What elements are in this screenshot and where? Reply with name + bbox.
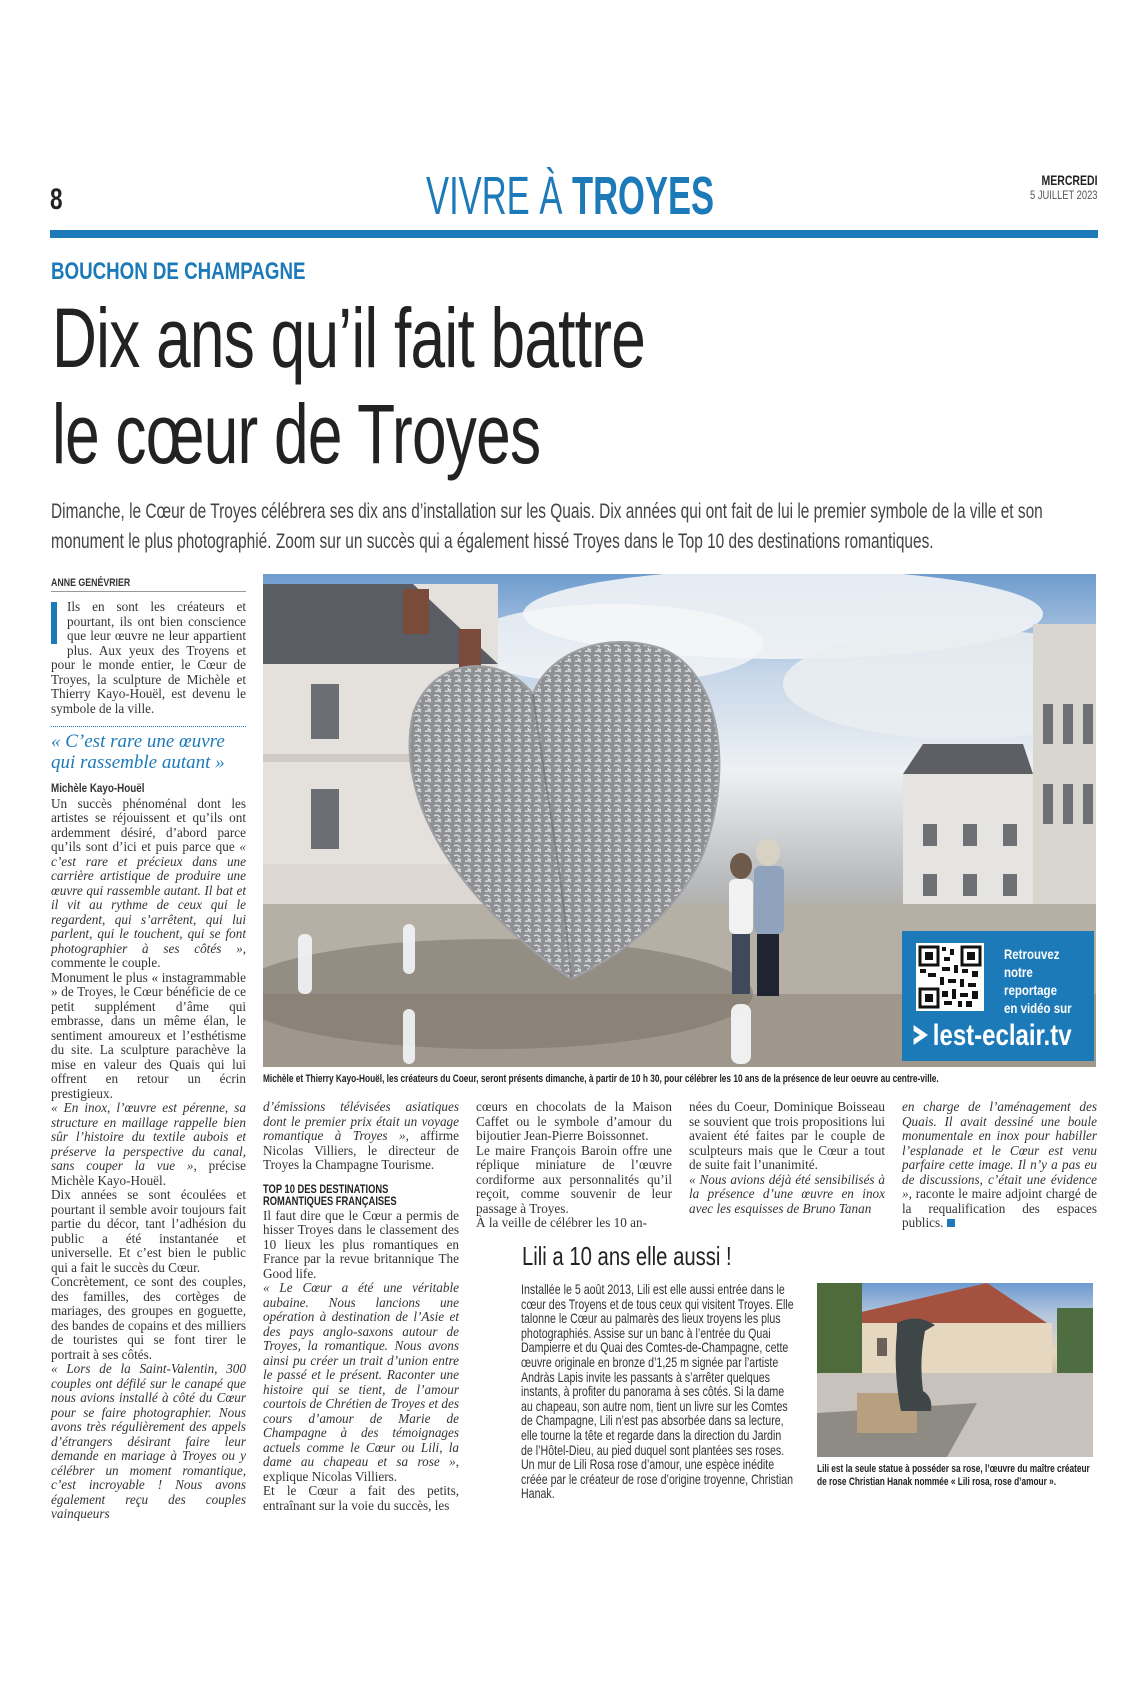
body-paragraph: Concrètement, ce sont des couples, des familles, des cortèges de mariages, des groupes en goguette, des bandes de copains et des milliers de touristes qui se font tirer le portrait à ses côtés.	[51, 1274, 246, 1362]
body-paragraph: d’émissions télévisées asiatiques dont le premier prix était un voyage romantique à Troyes », affirme Nicolas Villiers, le directeur de Troyes la Champagne Tourisme.	[263, 1099, 459, 1172]
pullquote-author: Michèle Kayo-Houël	[51, 781, 145, 795]
promo-text: Retrouvez notre reportage en vidéo sur	[1004, 946, 1072, 1016]
body-paragraph: cœurs en chocolats de la Maison Caffet ou le symbole d’amour du bijoutier Jean-Pierre Boissonnet.	[476, 1099, 672, 1143]
kicker: BOUCHON DE CHAMPAGNE	[51, 258, 306, 285]
section-rubric	[310, 165, 830, 225]
body-paragraph: Monument le plus « instagrammable » de Troyes, le Cœur bénéficie de ce petit supplément d’âme qui embrasse, dans un même élan, le sentiment amoureux et l’esthétisme du site. La sculpture parachève la mise en valeur des Quais qui lui offrent en retour un écrin prestigieux.	[51, 969, 246, 1101]
pullquote: « C’est rare une œuvre qui rassemble autant »	[51, 731, 225, 773]
dropcap-bar	[51, 602, 57, 644]
body-paragraph: « Nous avions déjà été sensibilisés à la présence d’une œuvre en inox avec les esquisses de Bruno Tanan	[689, 1171, 885, 1216]
body-paragraph: nées du Coeur, Dominique Boisseau se souvient que trois propositions lui avaient été faites par le couple de sculpteurs mais que le Cœur a tout de suite fait l’unanimité.	[689, 1099, 885, 1172]
body-paragraph: « Lors de la Saint-Valentin, 300 couples ont défilé sur le canapé que nous avions installé à côté du Cœur pour se faire photographier. Nous avons très régulièrement des appels d’étrangers désirant faire leur demande en mariage à Troyes ou y célébrer un moment romantique, c’est incroyable ! Nous avons également reçu des couples vainqueurs	[51, 1361, 246, 1521]
body-paragraph: en charge de l’aménagement des Quais. Il avait dessiné une boule monumentale en inox pour habiller l’esplanade et le Cœur est venu parfaire cette image. Il n’y a pas eu de discussions, c’était une évidence », raconte le maire adjoint chargé de la requalification des espaces publics.	[902, 1099, 1097, 1230]
video-promo-box[interactable]	[902, 931, 1094, 1061]
intro-paragraph: Ils en sont les créateurs et pourtant, ils ont bien conscience que leur œuvre ne leur appartient plus. Aux yeux des Troyens et pour le monde entier, le Cœur de Troyes, la sculpture de Michèle et Thierry Kayo-Houël, est devenu le symbole de la ville.	[51, 599, 246, 716]
headline-line-1: Dix ans qu’il fait battre	[52, 291, 646, 385]
article-column-4	[689, 1100, 885, 1216]
headline	[52, 290, 792, 482]
rubric-bold: TROYES	[571, 166, 715, 226]
body-paragraph: À la veille de célébrer les 10 an-	[476, 1215, 647, 1230]
sidebar-body: Installée le 5 août 2013, Lili est elle aussi entrée dans le cœur des Troyens et de tous ceux qui visitent Troyes. Elle talonne le Cœur au palmarès des lieux troyens les plus photographiés. Assise sur un banc à l’entrée du Quai Dampierre et du Quai des Comtes-de-Champagne, cette œuvre originale en bronze d’1,25 m signée par l’artiste Andràs Lapis invite les passants à s’arrêter quelques instants, à profiter du panorama à ses côtés. Si la dame au chapeau, son autre nom, tient un livre sur les Comtes de Champagne, Lili n’est pas absorbée dans sa lecture, elle tourne la tête et regarde dans la direction du Jardin de l’Hôtel-Dieu, au pied duquel sont plantées ses roses. Un mur de Lili Rosa rose d’amour, une espèce inédite créée par le créateur de rose d’origine troyenne, Christian Hanak.	[521, 1281, 794, 1502]
article-column-5	[902, 1100, 1097, 1231]
lede: Dimanche, le Cœur de Troyes célébrera ses dix ans d’installation sur les Quais. Dix années qui ont fait de lui le premier symbole de la ville et son monument le plus photographié. Zoom sur un succès qui a également hissé Troyes dans le Top 10 des destinations romantiques.	[51, 500, 1043, 553]
article-column-2	[263, 1100, 459, 1513]
header-rule	[50, 230, 1098, 238]
subheading: TOP 10 DES DESTINATIONS ROMANTIQUES FRANÇAISES	[263, 1181, 397, 1208]
body-paragraph: Et le Cœur a fait des petits, entraînant sur la voie du succès, les	[263, 1483, 459, 1513]
headline-line-2: le cœur de Troyes	[52, 387, 541, 481]
end-of-article-mark	[947, 1219, 955, 1227]
page-number: 8	[50, 183, 63, 216]
main-photo-caption: Michèle et Thierry Kayo-Houël, les créateurs du Coeur, seront présents dimanche, à partir de 10 h 30, pour célébrer les 10 ans de la présence de leur oeuvre au centre-ville.	[263, 1073, 939, 1085]
body-paragraph: Le maire François Baroin offre une réplique miniature de l’œuvre cordiforme aux personnalités qu’il reçoit, comme souvenir de leur passage à Troyes.	[476, 1142, 672, 1216]
qr-code-icon[interactable]	[916, 943, 984, 1011]
sidebar-title: Lili a 10 ans elle aussi !	[522, 1241, 732, 1271]
pullquote-rule	[51, 726, 246, 727]
lili-statue-photo	[817, 1283, 1093, 1457]
body-paragraph: Dix années se sont écoulées et pourtant il semble avoir toujours fait partie du décor, tant l’adhésion du public a été instantanée et universelle. Et c’est bien le public qui a fait le succès du Cœur.	[51, 1187, 246, 1275]
issue-weekday: MERCREDI	[1041, 172, 1098, 188]
body-paragraph: Il faut dire que le Cœur a permis de hisser Troyes dans le classement des 10 lieux les plus romantiques en France par la revue britannique The Good life.	[263, 1207, 459, 1281]
body-paragraph: « Le Cœur a été une véritable aubaine. Nous lancions une opération à destination de l’Asie et des pays anglo-saxons autour de Troyes, la romantique. Nous avons ainsi pu créer un trait d’union entre le passé et le présent. Raconter une histoire qui se tient, de l’amour courtois de Chrétien de Troyes et des cours d’amour de Marie de Champagne à des témoignages actuels comme le Cœur ou Lili, la dame au chapeau et sa rose », explique Nicolas Villiers.	[263, 1280, 459, 1484]
promo-brand-link[interactable]: lest-eclair.tv	[912, 1019, 1072, 1053]
byline: ANNE GENÉVRIER	[51, 577, 131, 589]
body-paragraph: « En inox, l’œuvre est pérenne, sa structure en maillage rappelle bien sûr l’histoire du textile aubois et préserve la perspective du canal, sans couper la vue », précise Michèle Kayo-Houël.	[51, 1100, 246, 1188]
byline-rule	[51, 591, 246, 592]
article-column-1	[51, 600, 246, 1522]
issue-full-date: 5 JUILLET 2023	[1030, 188, 1098, 202]
rubric-light: VIVRE À	[425, 166, 572, 226]
sidebar-photo-caption: Lili est la seule statue à posséder sa rose, l’œuvre du maître créateur de rose Christian Hanak nommée « Lili rosa, rose d’amour ».	[817, 1463, 1090, 1488]
play-arrow-icon	[912, 1023, 930, 1047]
body-paragraph: Un succès phénoménal dont les artistes se réjouissent et qu’ils ont ardemment désiré, d’abord parce qu’ils sont d’ici et puis parce que « c’est rare et précieux dans une carrière artistique de produire une œuvre qui rassemble autant. Il bat et il vit au rythme de ceux qui le regardent, qui s’arrêtent, qui lui parlent, qui le touchent, qui se font photographier à ses côtés », commente le couple.	[51, 795, 246, 970]
article-column-3	[476, 1100, 672, 1231]
issue-date	[1011, 172, 1098, 202]
